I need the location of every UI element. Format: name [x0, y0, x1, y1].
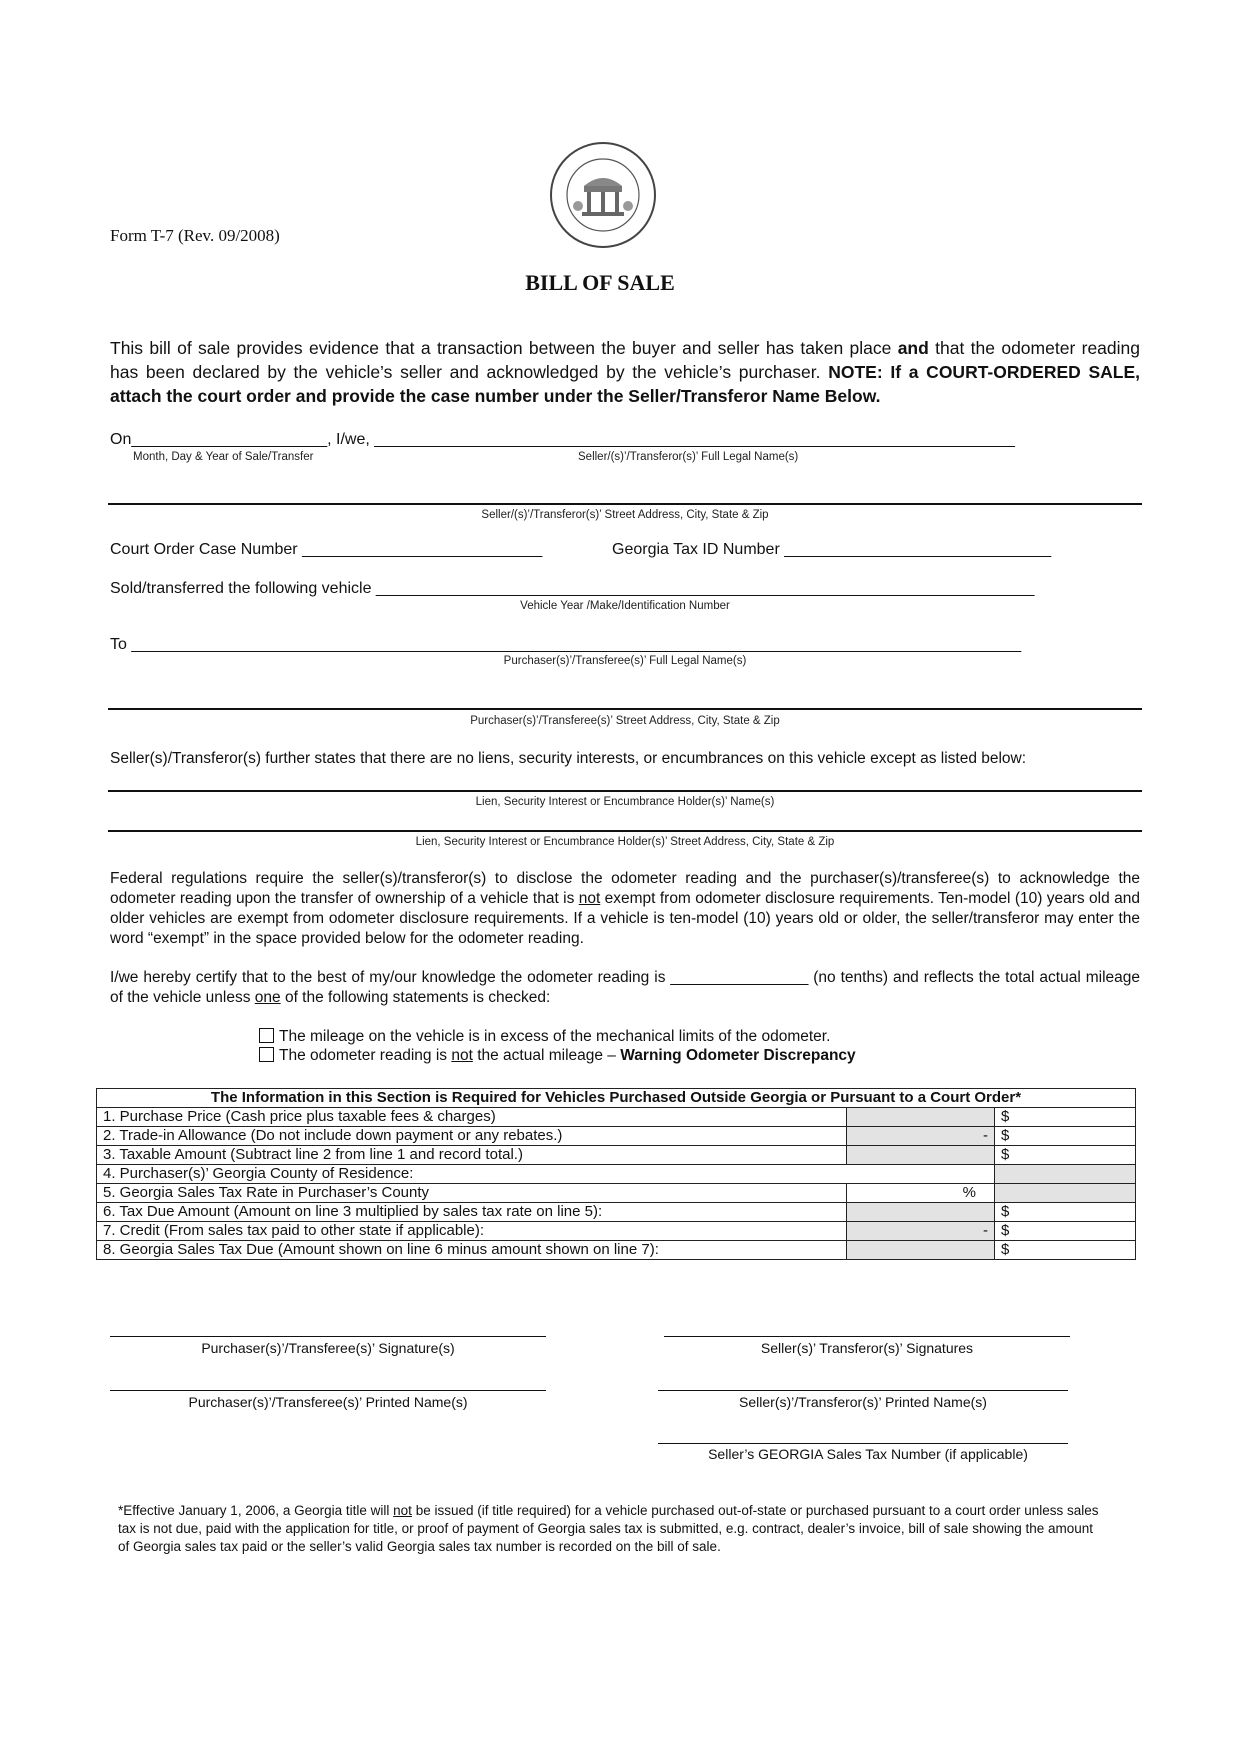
- seller-printed-name-caption: Seller(s)’/Transferor(s)’ Printed Name(s): [739, 1394, 987, 1410]
- georgia-state-seal: [548, 140, 658, 250]
- seller-name-caption: Seller/(s)’/Transferor(s)’ Full Legal Name(s): [578, 451, 799, 463]
- county-field[interactable]: [995, 1165, 1136, 1184]
- seller-address-caption: Seller/(s)’/Transferor(s)’ Street Address, City, State & Zip: [481, 509, 769, 521]
- purchase-price-field[interactable]: $: [995, 1108, 1136, 1127]
- page-title: BILL OF SALE: [525, 270, 675, 295]
- seller-tax-number-caption: Seller’s GEORGIA Sales Tax Number (if applicable): [708, 1446, 1028, 1462]
- odometer-certification-paragraph: I/we hereby certify that to the best of my/our knowledge the odometer reading is ________________ (no tenths) and reflects the total actual mileage of the vehicle unless one of the following statements is checked:: [110, 969, 1140, 1006]
- credit-field[interactable]: $: [995, 1222, 1136, 1241]
- purchaser-signature-caption: Purchaser(s)’/Transferee(s)’ Signature(s): [201, 1340, 455, 1356]
- odometer-discrepancy-option[interactable]: The odometer reading is not the actual mileage – Warning Odometer Discrepancy: [259, 1047, 856, 1065]
- sales-tax-due-field[interactable]: $: [995, 1241, 1136, 1260]
- table-row: 2. Trade-in Allowance (Do not include down payment or any rebates.) - $: [97, 1127, 1136, 1146]
- table-row: 3. Taxable Amount (Subtract line 2 from line 1 and record total.) $: [97, 1146, 1136, 1165]
- seller-signature-line[interactable]: [664, 1336, 1070, 1337]
- table-row: [97, 1089, 1136, 1108]
- tax-rate-field[interactable]: %: [847, 1184, 995, 1203]
- table-row: 7. Credit (From sales tax paid to other state if applicable): - $: [97, 1222, 1136, 1241]
- court-order-case-number-field[interactable]: Court Order Case Number ___________________________: [110, 541, 543, 558]
- lien-holder-name-field[interactable]: [108, 790, 1142, 792]
- purchaser-printed-name-caption: Purchaser(s)’/Transferee(s)’ Printed Name(s): [188, 1394, 468, 1410]
- table-header: The Information in this Section is Required for Vehicles Purchased Outside Georgia or Pursuant to a Court Order*: [97, 1089, 1136, 1108]
- table-row: 1. Purchase Price (Cash price plus taxable fees & charges) $: [97, 1108, 1136, 1127]
- purchaser-name-caption: Purchaser(s)’/Transferee(s)’ Full Legal Name(s): [503, 655, 747, 667]
- seller-printed-name-line[interactable]: [658, 1390, 1068, 1391]
- table-row: 8. Georgia Sales Tax Due (Amount shown on line 6 minus amount shown on line 7): $: [97, 1241, 1136, 1260]
- odometer-discrepancy-checkbox[interactable]: [259, 1047, 274, 1062]
- purchaser-address-caption: Purchaser(s)’/Transferee(s)’ Street Address, City, State & Zip: [470, 715, 780, 727]
- georgia-tax-id-field[interactable]: Georgia Tax ID Number ______________________________: [612, 541, 1052, 558]
- footnote: *Effective January 1, 2006, a Georgia title will not be issued (if title required) for a vehicle purchased out-of-state or purchased pursuant to a court order unless sales tax is not due, paid with the application for title, or proof of payment of Georgia sales tax is submitted, e.g. contract, dealer’s invoice, bill of sale showing the amount of Georgia sales tax paid or the seller’s valid Georgia sales tax number is recorded on the bill of sale.: [118, 1503, 1099, 1554]
- form-id: Form T-7 (Rev. 09/2008): [110, 226, 280, 245]
- purchaser-address-field[interactable]: [108, 708, 1142, 710]
- lien-holder-name-caption: Lien, Security Interest or Encumbrance Holder(s)’ Name(s): [475, 796, 775, 808]
- table-row: 6. Tax Due Amount (Amount on line 3 multiplied by sales tax rate on line 5): $: [97, 1203, 1136, 1222]
- taxable-amount-field[interactable]: $: [995, 1146, 1136, 1165]
- mileage-exceeds-limits-option[interactable]: The mileage on the vehicle is in excess of the mechanical limits of the odometer.: [259, 1028, 830, 1046]
- lien-holder-address-caption: Lien, Security Interest or Encumbrance Holder(s)’ Street Address, City, State & Zip: [415, 836, 835, 848]
- purchaser-name-field[interactable]: To ____________________________________________________________________________________________________: [110, 636, 1022, 653]
- sale-date-name-field[interactable]: On______________________, I/we, ________________________________________________________________________: [110, 431, 1015, 448]
- vehicle-caption: Vehicle Year /Make/Identification Number: [520, 600, 730, 612]
- liens-statement: Seller(s)/Transferor(s) further states that there are no liens, security interests, or encumbrances on this vehicle except as listed below:: [110, 750, 1027, 767]
- trade-in-field[interactable]: $: [995, 1127, 1136, 1146]
- intro-paragraph: This bill of sale provides evidence that a transaction between the buyer and seller has taken place and that the odometer reading has been declared by the vehicle’s seller and acknowledged by the vehicle’s purchaser. NOTE: If a COURT-ORDERED SALE, attach the court order and provide the case number under the Seller/Transferor Name Below.: [110, 338, 1141, 406]
- seller-tax-number-line[interactable]: [658, 1443, 1068, 1444]
- mileage-exceeds-checkbox[interactable]: [259, 1028, 274, 1043]
- sale-date-caption: Month, Day & Year of Sale/Transfer: [133, 451, 314, 463]
- purchaser-printed-name-line[interactable]: [110, 1390, 546, 1391]
- sales-tax-table: [96, 1088, 1136, 1260]
- lien-holder-address-field[interactable]: [108, 830, 1142, 832]
- tax-due-field[interactable]: $: [995, 1203, 1136, 1222]
- seller-signature-caption: Seller(s)’ Transferor(s)’ Signatures: [760, 1340, 974, 1356]
- federal-regulations-paragraph: Federal regulations require the seller(s)/transferor(s) to disclose the odometer reading and the purchaser(s)/transferee(s) to acknowledge the odometer reading upon the transfer of ownership of a vehicle that is not exempt from odometer disclosure requirements. Ten-model (10) years old and older vehicles are exempt from odometer disclosure requirements. If a vehicle is ten-model (10) years old or older, the seller/transferor may enter the word “exempt” in the space provided below for the odometer reading.: [110, 870, 1140, 947]
- purchaser-signature-line[interactable]: [110, 1336, 546, 1337]
- table-row: 4. Purchaser(s)’ Georgia County of Residence:: [97, 1165, 1136, 1184]
- seller-address-field[interactable]: [108, 503, 1142, 505]
- table-row: 5. Georgia Sales Tax Rate in Purchaser’s County %: [97, 1184, 1136, 1203]
- vehicle-field[interactable]: Sold/transferred the following vehicle __________________________________________________________________________: [110, 580, 1035, 597]
